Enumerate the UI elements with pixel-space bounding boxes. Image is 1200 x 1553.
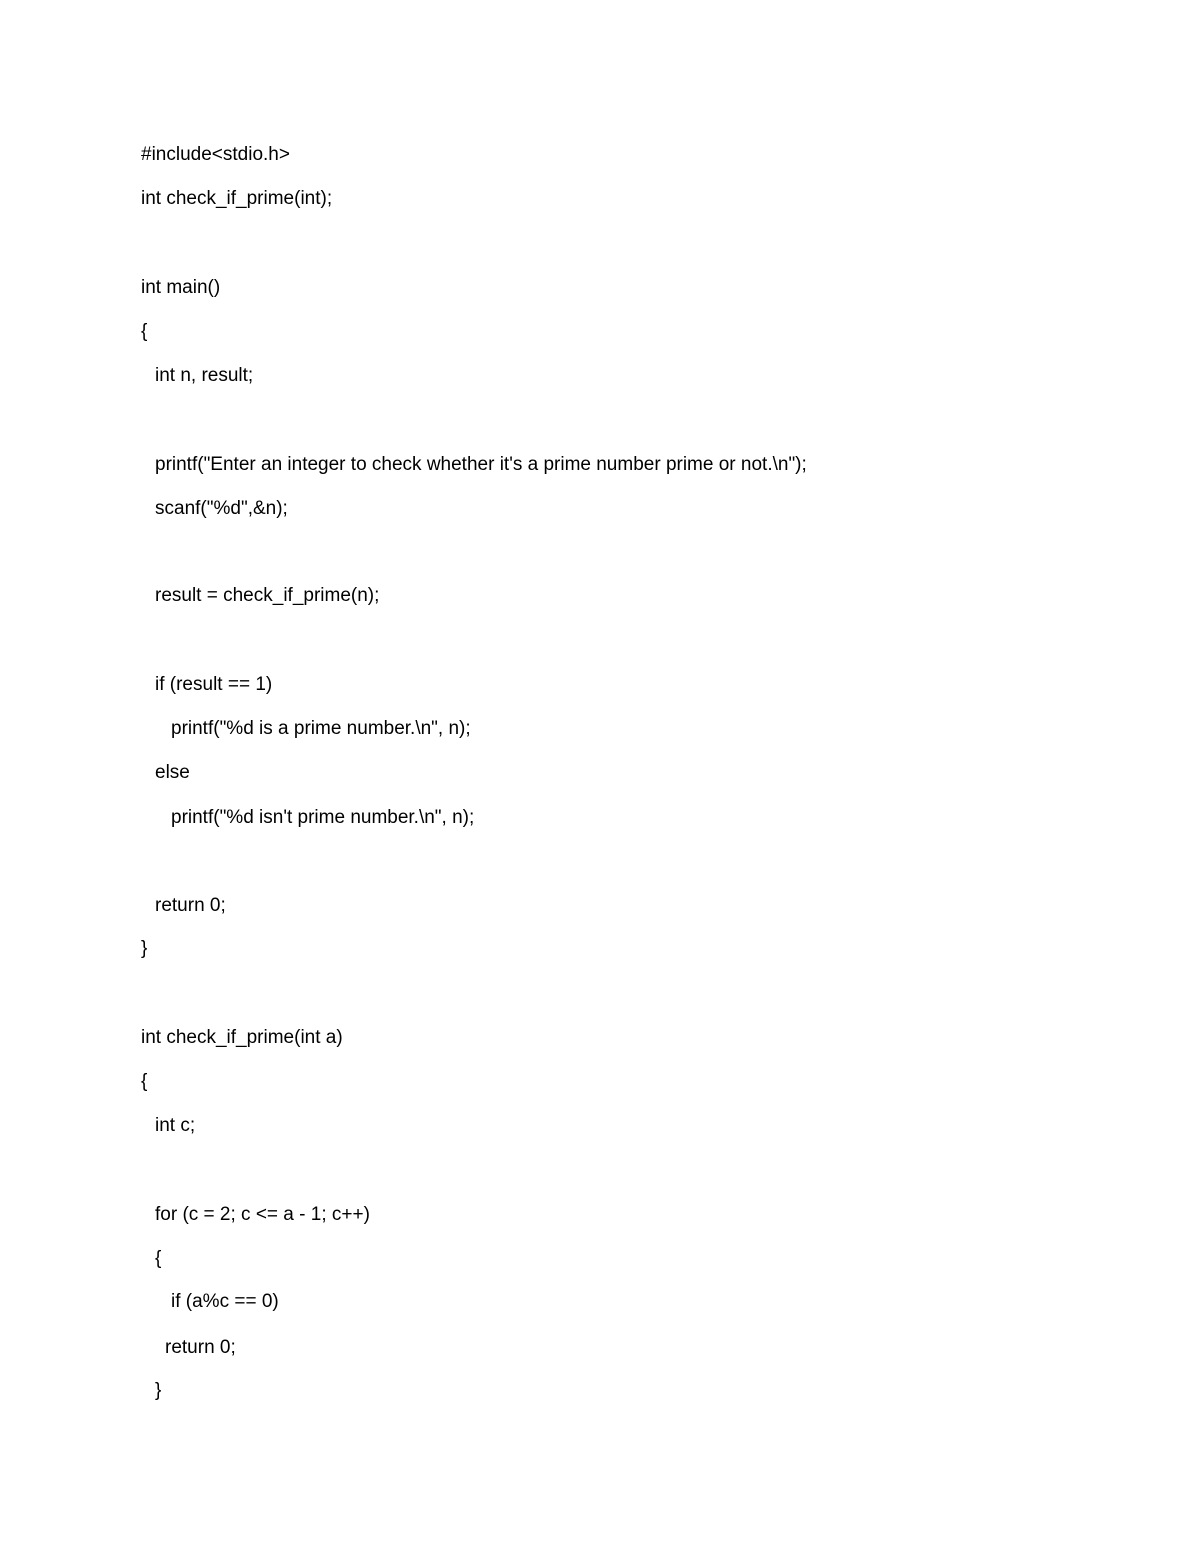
code-line: result = check_if_prime(n);	[155, 585, 380, 606]
code-line: if (a%c == 0)	[171, 1291, 279, 1312]
code-line: {	[141, 1071, 148, 1092]
code-line: {	[155, 1248, 162, 1269]
code-line: return 0;	[155, 895, 226, 916]
code-line: int c;	[155, 1115, 196, 1136]
code-line: for (c = 2; c <= a - 1; c++)	[155, 1204, 370, 1225]
code-line: if (result == 1)	[155, 674, 273, 695]
code-line: int check_if_prime(int a)	[141, 1027, 343, 1048]
code-line: }	[141, 938, 148, 959]
code-line: return 0;	[165, 1337, 236, 1358]
code-line: else	[155, 762, 190, 783]
code-line: printf("Enter an integer to check whether it's a prime number prime or not.\n");	[155, 454, 807, 475]
code-line: printf("%d isn't prime number.\n", n);	[171, 807, 475, 828]
code-line: int check_if_prime(int);	[141, 188, 333, 209]
code-line: scanf("%d",&n);	[155, 498, 288, 519]
code-line: {	[141, 321, 148, 342]
code-line: printf("%d is a prime number.\n", n);	[171, 718, 471, 739]
code-line: int n, result;	[155, 365, 254, 386]
code-line: int main()	[141, 277, 221, 298]
code-line: #include<stdio.h>	[141, 144, 290, 165]
code-line: }	[155, 1380, 162, 1401]
